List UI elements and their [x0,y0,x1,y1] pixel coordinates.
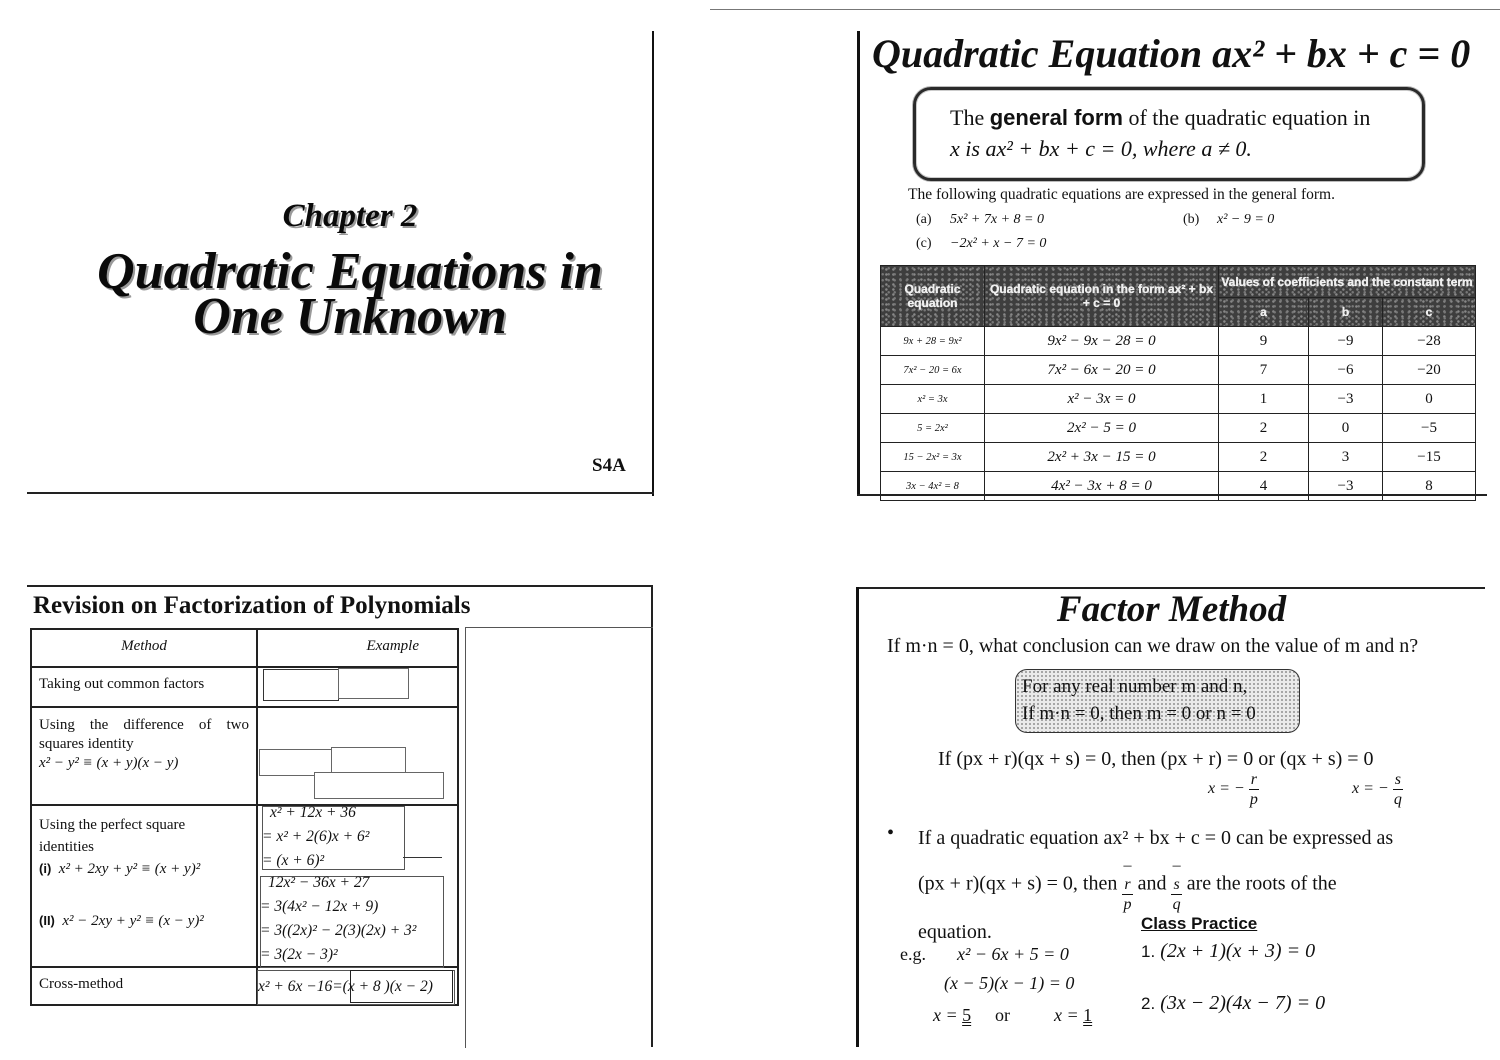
factor-statement: If (px + r)(qx + s) = 0, then (px + r) = 0 or (qx + s) = 0 [938,748,1374,770]
table-row: Cross-method [31,967,458,1005]
class-practice-title: Class Practice [1141,914,1258,933]
perfect-square-example-2: 12x² − 36x + 27 = 3(4x² − 12x + 9) = 3((2x)² − 2(3)(2x) + 3² = 3(2x − 3)² [260,874,417,963]
cross-method-example: x² + 6x −16=(x + 8 )(x − 2) [258,978,433,995]
solution-2: x = − $\frac{s}{q}$ [1352,771,1402,808]
practice-item-1: 1. (2x + 1)(x + 3) = 0 [1141,940,1316,962]
table-row: 15 − 2x² = 3x 2x² + 3x − 15 = 0 2 3 −15 [881,443,1476,472]
header-method: Method [31,629,257,667]
header-b: b [1309,298,1383,327]
practice-item-2: 2. (3x − 2)(4x − 7) = 0 [1141,992,1326,1014]
chapter-title [60,243,640,345]
header-a: a [1219,298,1309,327]
table-row: 3x − 4x² = 8 4x² − 3x + 8 = 0 4 −3 8 [881,472,1476,501]
table-row: x² = 3x x² − 3x = 0 1 −3 0 [881,385,1476,414]
example-root-1: x = 5 [933,1005,972,1025]
chapter-label: Chapter 2 [282,198,418,234]
examples-intro: The following quadratic equations are expressed in the general form. [908,186,1335,203]
example-equation: x² − 6x + 5 = 0 [957,944,1069,964]
answer-line [403,857,442,858]
answer-box[interactable] [314,772,444,799]
table-row: 9x + 28 = 9x² 9x² − 9x − 28 = 0 9 −9 −28 [881,327,1476,356]
table-row: 5 = 2x² 2x² − 5 = 0 2 0 −5 [881,414,1476,443]
roots-statement: If a quadratic equation ax² + bx + c = 0 can be expressed as (px + r)(qx + s) = 0, then – r p and – s q are the roots of the equation. [918,827,1394,943]
definition-text: The general form of the quadratic equation in x is ax² + bx + c = 0, where a ≠ 0. [950,105,1371,161]
bullet-icon: • [887,822,895,844]
rule-text: For any real number m and n, If m·n = 0, then m = 0 or n = 0 [1022,676,1256,724]
slide-title-text: Quadratic Equation [872,31,1203,76]
table-row: Taking out common factors [31,667,458,707]
page-divider [710,9,1500,10]
chapter-title-line2: One Unknown [193,288,507,345]
example-or: or [995,1005,1010,1025]
example-b: (b) x² − 9 = 0 [1183,212,1275,227]
example-label: e.g. [900,944,926,964]
header-example: Example [257,629,458,667]
header-general-form: Quadratic equation in the form ax² + bx + c = 0 [985,266,1219,327]
example-a: (a) 5x² + 7x + 8 = 0 [916,212,1044,227]
example-factored: (x − 5)(x − 1) = 0 [944,973,1075,993]
chapter-title-line1: Quadratic Equations in [97,243,603,300]
slide-border-top [27,585,653,587]
perfect-square-example-1: x² + 12x + 36 = x² + 2(6)x + 6² = (x + 6)² [262,804,370,869]
table-row: 7x² − 20 = 6x 7x² − 6x − 20 = 0 7 −6 −20 [881,356,1476,385]
slide-title [872,30,1470,77]
header-quadratic-equation: Quadratic equation [881,266,985,327]
class-code: S4A [592,455,626,476]
answer-box[interactable] [263,669,339,701]
example-root-2: x = 1 [1054,1005,1093,1025]
slide-title: Factor Method [1056,589,1287,630]
definition-keyword: general form [989,105,1123,130]
coefficients-table [880,265,1476,501]
slide-border-bottom [27,492,654,494]
table-row: Using the difference of two squares identity x² − y² ≡ (x + y)(x − y) [31,707,458,805]
example-c: (c) −2x² + x − 7 = 0 [916,236,1047,251]
slide-border-left [856,587,859,1047]
solution-1: x = − $\frac{r}{p}$ [1208,771,1258,808]
slide-title-equation: ax² + bx + c = 0 [1212,31,1471,76]
slide-border-left [857,31,860,496]
answer-box[interactable] [331,747,406,774]
guiding-question: If m·n = 0, what conclusion can we draw on the value of m and n? [887,635,1419,657]
slide-title: Revision on Factorization of Polynomials [33,592,471,619]
table-row: Using the perfect square identities (i) x² + 2xy + y² ≡ (x + y)² (II) x² − 2xy + y² ≡ (x − y)² [31,805,458,967]
header-coefficients: Values of coefficients and the constant term [1219,266,1476,298]
slide-border-right [652,31,654,496]
notes-area [465,627,653,1048]
answer-box[interactable] [338,668,409,699]
header-c: c [1383,298,1476,327]
